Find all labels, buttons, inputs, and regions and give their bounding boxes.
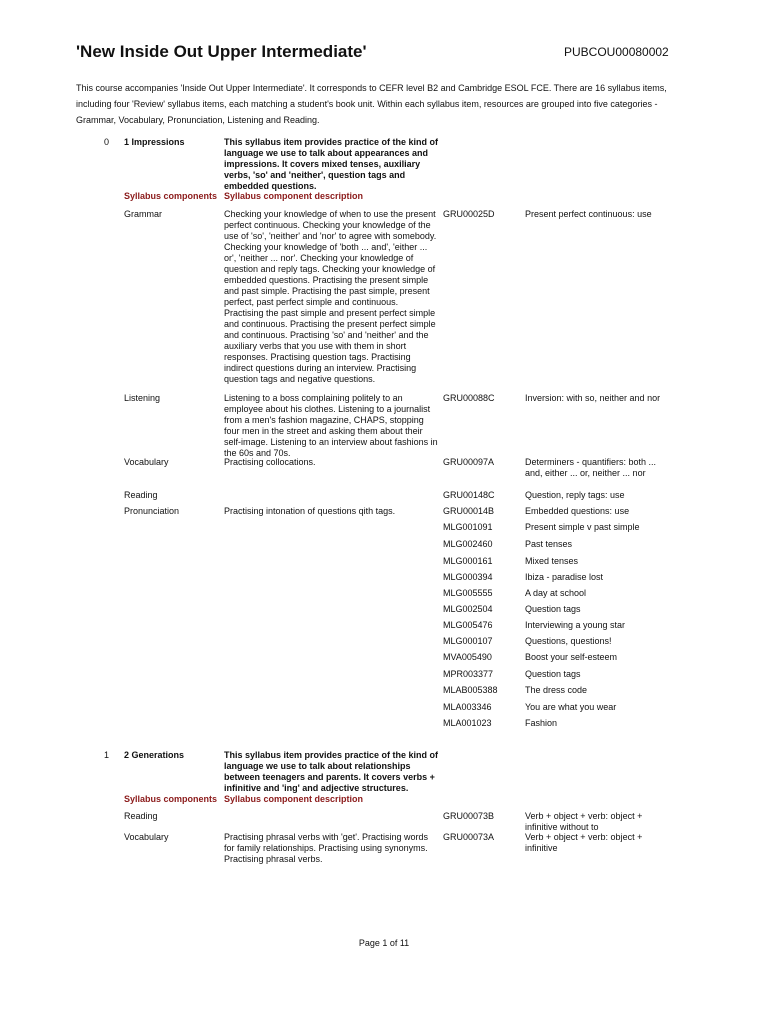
resource-code: MLG005555: [443, 588, 493, 598]
resource-title: You are what you wear: [525, 702, 617, 712]
resource-code: GRU00025D: [443, 209, 495, 219]
resource-title: Questions, questions!: [525, 636, 612, 646]
resource-title: Present simple v past simple: [525, 522, 640, 532]
component-description: Practising collocations.: [224, 457, 316, 467]
page-number: Page 1 of 11: [358, 938, 410, 948]
component-description: Listening to a boss complaining politely to an employee about his clothes. Listening to a journalist from a men's fashion magazine, CHAPS, stopping four men in the street and asking them about their self-image. Listening to an interview about fashions in the 60s and 70s.: [224, 393, 438, 458]
component-name: Reading: [124, 490, 158, 500]
resource-title: Verb + object + verb: object + infinitive: [525, 832, 643, 853]
resource-code: GRU00073A: [443, 832, 495, 842]
component-name: Vocabulary: [124, 832, 169, 842]
resource-title: Ibiza - paradise lost: [525, 572, 604, 582]
resource-title: Inversion: with so, neither and nor: [525, 393, 661, 403]
resource-code: MLAB005388: [443, 685, 498, 695]
resource-code: MLG000107: [443, 636, 493, 646]
resource-code: MLA001023: [443, 718, 492, 728]
resource-code: MLG005476: [443, 620, 493, 630]
resource-code: GRU00014B: [443, 506, 495, 516]
component-description: Practising phrasal verbs with 'get'. Practising words for family relationships. Practising using synonyms. Practising phrasal verbs.: [224, 832, 429, 864]
resource-code: MVA005490: [443, 652, 492, 662]
resource-title: Question tags: [525, 604, 581, 614]
resource-code: MPR003377: [443, 669, 494, 679]
resource-code: MLG000161: [443, 556, 493, 566]
resource-code: MLG002460: [443, 539, 493, 549]
resource-code: MLG000394: [443, 572, 493, 582]
resource-title: Boost your self-esteem: [525, 652, 618, 662]
resource-title: Verb + object + verb: object + infinitive without to: [525, 811, 643, 832]
components-header: Syllabus components: [124, 794, 218, 804]
resource-title: Embedded questions: use: [525, 506, 630, 516]
section-description: This syllabus item provides practice of the kind of language we use to talk about appearances and impressions. It covers mixed tenses, auxiliary verbs, 'so' and 'neither', question tags and embedded questions.: [224, 137, 439, 191]
section-name: 2 Generations: [124, 750, 185, 760]
resource-code: MLA003346: [443, 702, 492, 712]
component-name: Pronunciation: [124, 506, 180, 516]
document-title: 'New Inside Out Upper Intermediate': [76, 42, 367, 61]
component-name: Vocabulary: [124, 457, 169, 467]
components-header: Syllabus components: [124, 191, 218, 201]
resource-title: Fashion: [525, 718, 558, 728]
component-description: Practising intonation of questions qith tags.: [224, 506, 396, 516]
document-code: PUBCOU00080002: [564, 45, 669, 59]
component-name: Reading: [124, 811, 158, 821]
section-description: This syllabus item provides practice of the kind of language we use to talk about relationships between teenagers and parents. It covers verbs + infinitive and 'ing' and adjective structures.: [224, 750, 439, 793]
resource-title: Present perfect continuous: use: [525, 209, 652, 219]
resource-title: Past tenses: [525, 539, 573, 549]
section-index: 0: [104, 137, 110, 147]
resource-title: Question, reply tags: use: [525, 490, 625, 500]
resource-code: GRU00088C: [443, 393, 495, 403]
component-name: Listening: [124, 393, 161, 403]
resource-code: GRU00073B: [443, 811, 495, 821]
description-header: Syllabus component description: [224, 191, 364, 201]
resource-code: MLG001091: [443, 522, 493, 532]
course-intro: This course accompanies 'Inside Out Upper Intermediate'. It corresponds to CEFR level B2 and Cambridge ESOL FCE. There are 16 syllabus items, including four 'Review' syllabus items, each matching a student's book unit. Within each syllabus item, resources are grouped into five categories - Grammar, Vocabulary, Pronunciation, Listening and Reading.: [76, 83, 667, 125]
resource-title: Determiners - quantifiers: both ... and, either ... or, neither ... nor: [525, 457, 657, 478]
description-header: Syllabus component description: [224, 794, 364, 804]
resource-title: A day at school: [525, 588, 587, 598]
resource-title: Interviewing a young star: [525, 620, 626, 630]
component-name: Grammar: [124, 209, 162, 219]
resource-code: GRU00148C: [443, 490, 495, 500]
resource-title: The dress code: [525, 685, 588, 695]
section-name: 1 Impressions: [124, 137, 185, 147]
component-description: Checking your knowledge of when to use the present perfect continuous. Checking your knowledge of the use of 'so', 'neither' and 'nor' to agree with somebody. Checking your knowledge of 'both ... and', 'either ... or', 'neither ... nor'. Checking your knowledge of question and reply tags. Checking your knowledge of embedded questions. Practising the present simple and past simple. Practising the past simple, present perfect, past perfect simple and continuous. Practising the past simple and present perfect simple and continuous. Practising the present perfect simple and continuous. Practising 'so' and 'neither' and the auxiliary verbs that you use with them in short responses. Practising question tags. Practising indirect questions during an interview. Practising question tags and negative questions.: [224, 209, 437, 384]
section-index: 1: [104, 750, 110, 760]
resource-title: Mixed tenses: [525, 556, 579, 566]
resource-code: GRU00097A: [443, 457, 495, 467]
resource-title: Question tags: [525, 669, 581, 679]
resource-code: MLG002504: [443, 604, 493, 614]
